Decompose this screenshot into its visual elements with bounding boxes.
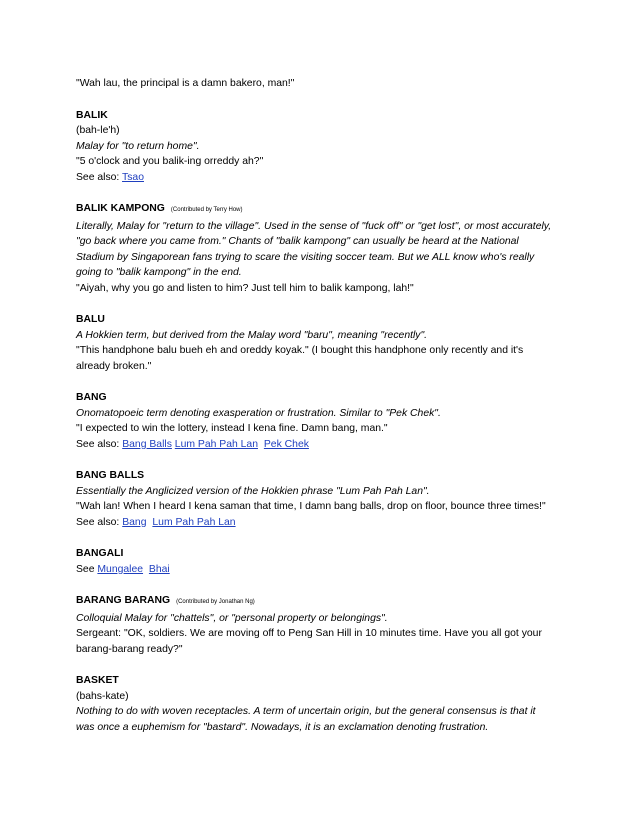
link-tsao[interactable]: Tsao <box>122 171 144 183</box>
entry-balu <box>76 312 566 374</box>
see-also-line <box>76 515 566 531</box>
contributor-note: (Contributed by Jonathan Ng) <box>176 599 255 605</box>
entry-definition: A Hokkien term, but derived from the Malay word "baru", meaning "recently". <box>76 329 428 341</box>
entry-term: BALIK KAMPONG <box>76 203 165 214</box>
entry-heading <box>76 201 566 219</box>
entry-barang-barang <box>76 593 566 657</box>
entry-term: BARANG BARANG <box>76 595 171 606</box>
contributor-note: (Contributed by Terry How) <box>170 207 243 213</box>
entry-term: BALU <box>76 314 105 325</box>
entry-example-line: barang-barang ready?" <box>76 643 183 655</box>
entry-term: BANG BALLS <box>76 470 145 481</box>
entry-definition: Onomatopoeic term denoting exasperation or frustration. Similar to "Pek Chek". <box>76 407 441 419</box>
see-line <box>76 562 566 578</box>
link-bhai[interactable]: Bhai <box>148 563 170 575</box>
document-page <box>76 76 566 735</box>
link-mungalee[interactable]: Mungalee <box>97 563 144 575</box>
entry-definition-line: Nothing to do with woven receptacles. A term of uncertain origin, but the general consensus is that it <box>76 706 536 717</box>
see-also-label: See also: <box>76 438 120 450</box>
see-label: See <box>76 563 95 575</box>
entry-example-line: Sergeant: "OK, soldiers. We are moving off to Peng San Hill in 10 minutes time. Have you all got your <box>76 628 542 639</box>
entry-example-line: "This handphone balu bueh eh and oreddy koyak." (I bought this handphone only recently and it's <box>76 345 524 356</box>
entry-definition-line: Stadium by Singaporean fans trying to scare the visiting soccer team. But we ALL know who's really <box>76 251 535 263</box>
entry-term: BASKET <box>76 675 119 686</box>
entry-bangali <box>76 546 566 577</box>
entry-definition: Malay for "to return home". <box>76 140 200 152</box>
entry-definition-line: was once a euphemism for "bastard". Nowadays, it is an exclamation denoting frustration. <box>76 721 489 733</box>
link-bang[interactable]: Bang <box>122 516 147 528</box>
link-bang-balls[interactable]: Bang Balls <box>122 438 172 450</box>
see-also-label: See also: <box>76 516 120 528</box>
entry-term: BANG <box>76 392 107 403</box>
entry-term: BALIK <box>76 109 108 121</box>
link-lum-pah-pah-lan[interactable]: Lum Pah Pah Lan <box>152 516 236 528</box>
intro-quote: "Wah lau, the principal is a damn bakero, man!" <box>76 78 295 89</box>
entry-pronunciation: (bahs-kate) <box>76 690 129 702</box>
entry-example: "5 o'clock and you balik-ing orreddy ah?" <box>76 156 264 167</box>
see-also-label: See also: <box>76 171 120 183</box>
entry-example: "I expected to win the lottery, instead I kena fine. Damn bang, man." <box>76 423 388 434</box>
entry-definition-line: going to "balik kampong" in the end. <box>76 267 242 278</box>
entry-example: "Aiyah, why you go and listen to him? Just tell him to balik kampong, lah!" <box>76 282 414 294</box>
see-also-line <box>76 170 566 186</box>
entry-example-line: already broken." <box>76 360 152 372</box>
entry-definition: Essentially the Anglicized version of the Hokkien phrase "Lum Pah Pah Lan". <box>76 485 430 497</box>
entry-example: "Wah lan! When I heard I kena saman that time, I damn bang balls, drop on floor, bounce three times!" <box>76 501 546 512</box>
entry-balik-kampong <box>76 201 566 296</box>
entry-definition-line: Literally, Malay for "return to the village". Used in the sense of "fuck off" or "get lost", or most accurately, <box>76 220 552 232</box>
link-pek-chek[interactable]: Pek Chek <box>263 438 309 450</box>
entry-bang <box>76 390 566 452</box>
entry-heading <box>76 593 566 611</box>
entry-term: BANGALI <box>76 548 124 559</box>
entry-pronunciation: (bah-le'h) <box>76 125 120 136</box>
entry-balik <box>76 108 566 186</box>
entry-bang-balls <box>76 468 566 530</box>
entry-definition-line: "go back where you came from." Chants of "balik kampong" can usually be heard at the National <box>76 236 519 247</box>
see-also-line <box>76 437 566 453</box>
entry-definition: Colloquial Malay for "chattels", or "personal property or belongings". <box>76 612 388 624</box>
link-lum-pah-pah-lan[interactable]: Lum Pah Pah Lan <box>174 438 258 450</box>
entry-basket <box>76 673 566 735</box>
